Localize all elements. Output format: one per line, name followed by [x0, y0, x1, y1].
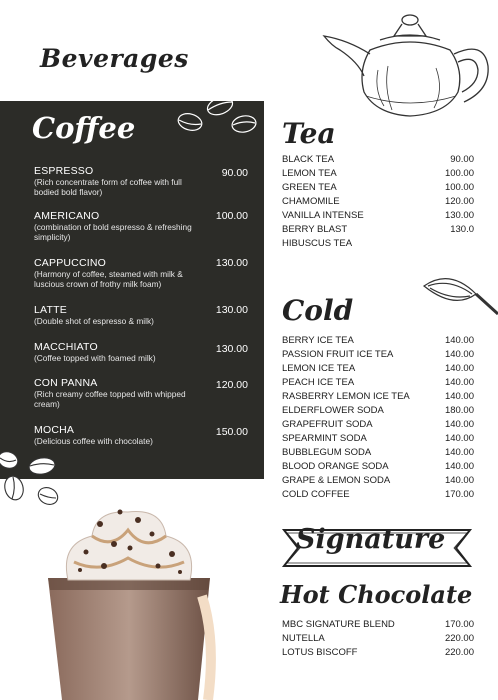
- item-name: LEMON TEA: [282, 168, 337, 179]
- list-item: [282, 404, 474, 418]
- item-name: BERRY ICE TEA: [282, 335, 354, 346]
- item-name: RASBERRY LEMON ICE TEA: [282, 391, 410, 402]
- list-item: [282, 181, 474, 195]
- list-item: [282, 167, 474, 181]
- item-price: 140.00: [444, 475, 474, 486]
- item-price: 170.00: [444, 619, 474, 630]
- list-item: [282, 418, 474, 432]
- coffee-item-price: 150.00: [215, 426, 248, 438]
- item-price: 120.00: [444, 196, 474, 207]
- item-name: BLOOD ORANGE SODA: [282, 461, 389, 472]
- tea-list: [282, 153, 474, 251]
- item-price: 140.00: [444, 335, 474, 346]
- coffee-item-name: AMERICANO: [34, 210, 100, 222]
- coffee-beans-icon: [176, 92, 262, 140]
- item-price: 170.00: [444, 489, 474, 500]
- list-item: [282, 488, 474, 502]
- coffee-item-desc: (Rich creamy coffee topped with whipped cream): [34, 389, 186, 409]
- list-item: [282, 632, 474, 646]
- coffee-item: [34, 341, 254, 363]
- list-item: [282, 153, 474, 167]
- hot-chocolate-list: [282, 618, 474, 660]
- coffee-item-desc: (Harmony of coffee, steamed with milk & luscious crown of frothy milk foam): [34, 269, 183, 289]
- item-name: COLD COFFEE: [282, 489, 350, 500]
- coffee-item-desc: (combination of bold espresso & refreshing simplicity): [34, 222, 192, 242]
- item-price: 130.00: [444, 210, 474, 221]
- whisk-icon: [420, 268, 498, 324]
- list-item: [282, 390, 474, 404]
- item-name: LEMON ICE TEA: [282, 363, 356, 374]
- coffee-item-price: 90.00: [221, 167, 248, 179]
- item-price: 220.00: [444, 647, 474, 658]
- page-title: Beverages: [40, 44, 189, 73]
- coffee-item-name: CON PANNA: [34, 377, 98, 389]
- coffee-item-price: 120.00: [215, 379, 248, 391]
- tea-heading: Tea: [282, 117, 336, 150]
- item-price: 140.00: [444, 447, 474, 458]
- item-name: MBC SIGNATURE BLEND: [282, 619, 395, 630]
- coffee-item: [34, 210, 254, 242]
- list-item: [282, 334, 474, 348]
- coffee-item: [34, 165, 254, 197]
- cold-list: [282, 334, 474, 502]
- coffee-item-desc: (Coffee topped with foamed milk): [34, 353, 156, 363]
- list-item: [282, 446, 474, 460]
- coffee-item-price: 100.00: [215, 210, 248, 222]
- item-price: 130.0: [450, 224, 474, 235]
- item-name: LOTUS BISCOFF: [282, 647, 358, 658]
- coffee-item-name: CAPPUCCINO: [34, 257, 107, 269]
- list-item: [282, 195, 474, 209]
- item-name: NUTELLA: [282, 633, 325, 644]
- list-item: [282, 348, 474, 362]
- teapot-icon: [318, 10, 498, 122]
- list-item: [282, 432, 474, 446]
- coffee-item-name: LATTE: [34, 304, 67, 316]
- coffee-item-desc: (Double shot of espresso & milk): [34, 316, 154, 326]
- list-item: [282, 376, 474, 390]
- coffee-item: [34, 304, 254, 326]
- list-item: [282, 474, 474, 488]
- coffee-item-price: 130.00: [215, 304, 248, 316]
- item-price: 100.00: [444, 182, 474, 193]
- list-item: [282, 460, 474, 474]
- coffee-panel: [0, 101, 264, 479]
- cold-heading: Cold: [282, 294, 354, 327]
- list-item: [282, 646, 474, 660]
- coffee-item-name: MOCHA: [34, 424, 75, 436]
- list-item: [282, 237, 474, 251]
- item-price: 220.00: [444, 633, 474, 644]
- item-name: PEACH ICE TEA: [282, 377, 355, 388]
- coffee-item-name: MACCHIATO: [34, 341, 98, 353]
- item-name: ELDERFLOWER SODA: [282, 405, 384, 416]
- item-name: CHAMOMILE: [282, 196, 340, 207]
- item-price: 140.00: [444, 433, 474, 444]
- item-name: BUBBLEGUM SODA: [282, 447, 372, 458]
- item-name: BERRY BLAST: [282, 224, 348, 235]
- coffee-heading: Coffee: [32, 111, 136, 145]
- item-name: GRAPEFRUIT SODA: [282, 419, 373, 430]
- item-name: BLACK TEA: [282, 154, 335, 165]
- signature-title: Signature: [296, 524, 446, 555]
- item-price: 140.00: [444, 349, 474, 360]
- coffee-item-price: 130.00: [215, 343, 248, 355]
- coffee-item: [34, 257, 254, 289]
- item-name: GRAPE & LEMON SODA: [282, 475, 391, 486]
- coffee-item-desc: (Delicious coffee with chocolate): [34, 436, 153, 446]
- item-name: SPEARMINT SODA: [282, 433, 367, 444]
- list-item: [282, 618, 474, 632]
- item-price: 90.00: [450, 154, 474, 165]
- coffee-item-desc: (Rich concentrate form of coffee with full bodied bold flavor): [34, 177, 182, 197]
- list-item: [282, 223, 474, 237]
- item-price: 140.00: [444, 419, 474, 430]
- item-name: VANILLA INTENSE: [282, 210, 364, 221]
- item-price: 180.00: [444, 405, 474, 416]
- item-price: 140.00: [444, 461, 474, 472]
- item-name: PASSION FRUIT ICE TEA: [282, 349, 394, 360]
- item-price: 140.00: [444, 391, 474, 402]
- hot-chocolate-heading: Hot Chocolate: [280, 580, 473, 609]
- item-name: HIBUSCUS TEA: [282, 238, 353, 249]
- list-item: [282, 362, 474, 376]
- coffee-item: [34, 424, 254, 446]
- item-price: 100.00: [444, 168, 474, 179]
- coffee-item: [34, 377, 254, 409]
- item-name: GREEN TEA: [282, 182, 337, 193]
- coffee-item-name: ESPRESSO: [34, 165, 94, 177]
- item-price: 140.00: [444, 363, 474, 374]
- list-item: [282, 209, 474, 223]
- coffee-item-price: 130.00: [215, 257, 248, 269]
- item-price: 140.00: [444, 377, 474, 388]
